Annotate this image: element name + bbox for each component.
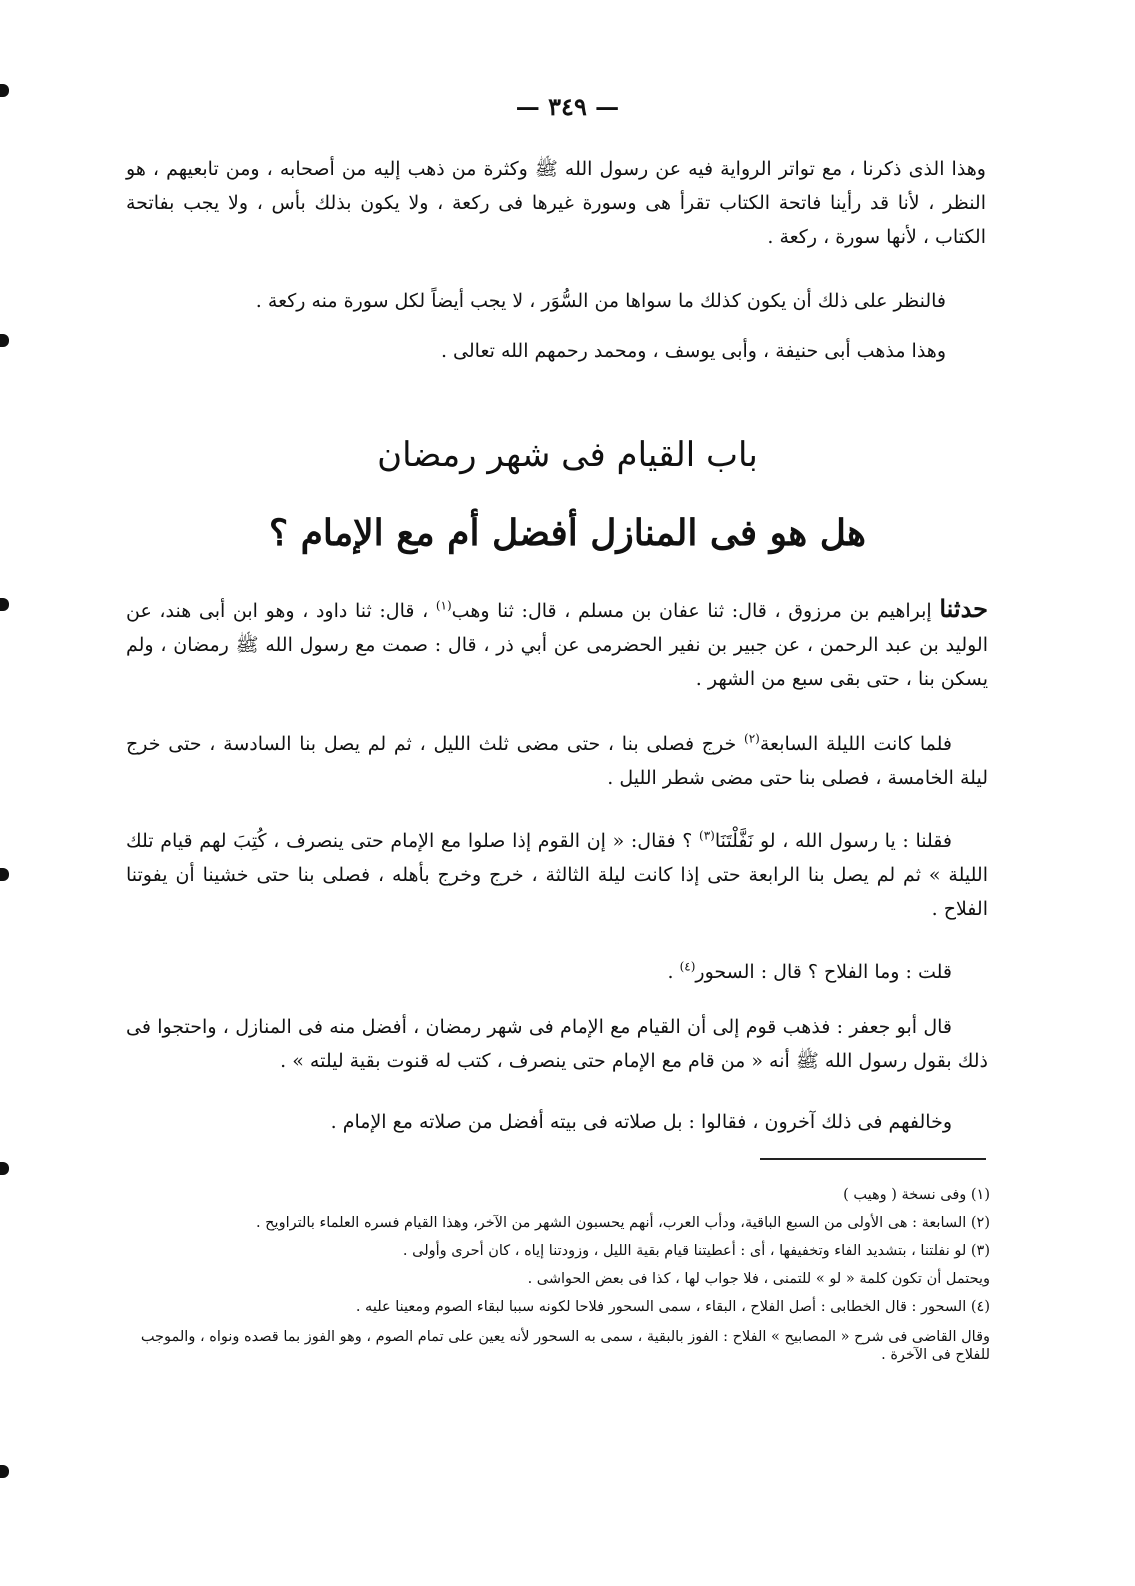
- body-text: قلت : وما الفلاح ؟ قال : السحور: [695, 961, 952, 983]
- margin-mark: [0, 868, 9, 881]
- footnote-divider: [760, 1158, 986, 1160]
- footnote: (٢) السابعة : هى الأولى من السبع الباقية، ودأب العرب، أنهم يحسبون الشهر من الآخر، وهذا القيام فسره العلماء بالتراويح .: [255, 1215, 990, 1231]
- intro-paragraph: فالنظر على ذلك أن يكون كذلك ما سواها من السُّوَر ، لا يجب أيضاً لكل سورة منه ركعة .: [255, 290, 946, 312]
- intro-paragraph: وهذا الذى ذكرنا ، مع تواتر الرواية فيه عن رسول الله ﷺ وكثرة من ذهب إليه من أصحابه ، ومن تابعيهم ، هو النظر ، لأنا قد رأينا فاتحة الكتاب تقرأ هى وسورة غيرها فى ركعة ، ولا يكون بذلك بأس ، ولا يجب بفاتحة الكتاب ، لأنها سورة ، ركعة .: [126, 158, 986, 248]
- margin-mark: [0, 1162, 9, 1175]
- footnote: وقال القاضى فى شرح « المصابيح » الفلاح : الفوز بالبقية ، سمى به السحور لأنه يعين على تمام الصوم ، وهو الفوز بما قصده ونواه ، والموجب للفلاح فى الآخرة .: [140, 1329, 990, 1363]
- footnote: (٤) السحور : قال الخطابى : أصل الفلاح ، البقاء ، سمى السحور فلاحا لكونه سببا لبقاء الصوم ومعينا عليه .: [355, 1299, 990, 1315]
- body-paragraph: [126, 824, 988, 926]
- margin-mark: [0, 1465, 9, 1478]
- margin-mark: [0, 334, 9, 347]
- hadith-lead-word: حدثنا: [939, 594, 988, 623]
- footnote-ref: (٤): [679, 959, 696, 974]
- footnotes: [130, 1182, 990, 1366]
- hadith-paragraph: [126, 592, 988, 696]
- body-text: .: [667, 961, 680, 983]
- footnote-ref: (٢): [744, 731, 760, 746]
- footnote: (١) وفى نسخة ( وهيب ): [843, 1187, 990, 1203]
- chapter-subtitle: هل هو فى المنازل أفضل أم مع الإمام ؟: [268, 512, 867, 554]
- intro-section-3: [126, 334, 946, 368]
- body-paragraph: [126, 955, 988, 989]
- body-text: وخالفهم فى ذلك آخرون ، فقالوا : بل صلاته فى بيته أفضل من صلاته مع الإمام .: [330, 1111, 952, 1133]
- body-paragraph: [126, 1010, 988, 1078]
- footnote-ref: (١): [435, 598, 452, 613]
- intro-section-2: [126, 284, 946, 318]
- body-paragraph: [126, 727, 988, 795]
- hadith-text: إبراهيم بن مرزوق ، قال: ثنا عفان بن مسلم ، قال: ثنا وهب: [451, 600, 940, 622]
- body-paragraph: [126, 1105, 988, 1139]
- page-number: — ٣٤٩ —: [515, 92, 620, 121]
- body-text: فلما كانت الليلة السابعة: [759, 733, 953, 755]
- body-text: ؟ فقال: « إن القوم إذا صلوا مع الإمام حتى ينصرف ، كُتِبَ لهم قيام تلك الليلة » ثم لم يصل بنا الرابعة حتى إذا كانت ليلة الثالثة ، خرج وخرج بأهله ، فصلى بنا حتى خشينا أن يفوتنا الفلاح .: [126, 830, 988, 920]
- footnote: ويحتمل أن تكون كلمة « لو » للتمنى ، فلا جواب لها ، كذا فى بعض الحواشى .: [527, 1271, 990, 1287]
- footnote-ref: (٣): [699, 828, 715, 843]
- chapter-title: باب القيام فى شهر رمضان: [377, 435, 758, 475]
- intro-paragraph: وهذا مذهب أبى حنيفة ، وأبى يوسف ، ومحمد رحمهم الله تعالى .: [440, 340, 946, 362]
- margin-mark: [0, 598, 9, 611]
- body-text: فقلنا : يا رسول الله ، لو نَفَّلْتَنَا: [714, 830, 952, 852]
- hadith-text: ، قال: ثنا داود ، وهو ابن أبى هند، عن الوليد بن عبد الرحمن ، عن جبير بن نفير الحضرمى عن أبي ذر ، قال : صمت مع رسول الله ﷺ رمضان ، ولم يسكن بنا ، حتى بقى سبع من الشهر .: [126, 600, 988, 690]
- body-text: خرج فصلى بنا ، حتى مضى ثلث الليل ، ثم لم يصل بنا السادسة ، حتى خرج ليلة الخامسة ، فصلى بنا حتى مضى شطر الليل .: [126, 733, 988, 789]
- body-text: قال أبو جعفر : فذهب قوم إلى أن القيام مع الإمام فى شهر رمضان ، أفضل منه فى المنازل ، واحتجوا فى ذلك بقول رسول الله ﷺ أنه « من قام مع الإمام حتى ينصرف ، كتب له قنوت بقية ليلته » .: [126, 1016, 988, 1072]
- footnote: (٣) لو نفلتنا ، بتشديد الفاء وتخفيفها ، أى : أعطيتنا قيام بقية الليل ، وزودتنا إياه ، كان أحرى وأولى .: [402, 1243, 990, 1259]
- intro-section: [126, 152, 986, 254]
